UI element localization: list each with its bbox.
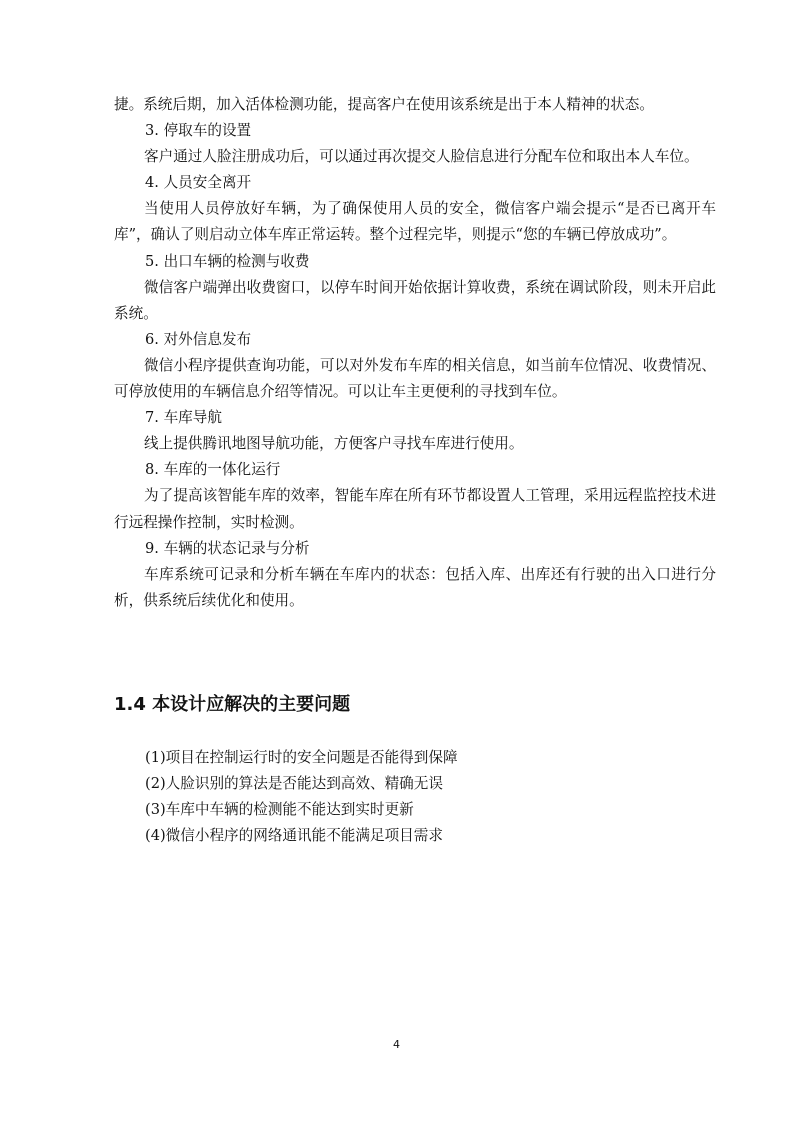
item-heading-exit-billing: 5. 出口车辆的检测与收费 [145, 252, 310, 270]
section-heading: 1.4 本设计应解决的主要问题 [114, 694, 351, 715]
item-text-navigation: 线上提供腾讯地图导航功能，方便客户寻找车库进行使用。 [144, 435, 524, 453]
list-item: (3)车库中车辆的检测能不能达到实时更新 [145, 801, 414, 818]
item-text-exit-billing: 微信客户端弹出收费窗口，以停车时间开始依据计算收费，系统在调试阶段，则未开启此系统。 [114, 278, 716, 322]
item-text-parking-setup: 客户通过人脸注册成功后，可以通过再次提交人脸信息进行分配车位和取出本人车位。 [144, 148, 699, 166]
item-text-status-record: 车库系统可记录和分析车辆在车库内的状态：包括入库、出库还有行驶的出入口进行分析，供系统后续优化和使用。 [114, 565, 716, 609]
paragraph-continuation: 捷。系统后期，加入活体检测功能，提高客户在使用该系统是出于本人精神的状态。 [114, 96, 654, 113]
list-item: (4)微信小程序的网络通讯能不能满足项目需求 [145, 827, 443, 844]
item-text-safe-exit: 当使用人员停放好车辆，为了确保使用人员的安全，微信客户端会提示“是否已离开车库”，确认了则启动立体车库正常运转。整个过程完毕，则提示“您的车辆已停放成功”。 [114, 200, 716, 244]
item-heading-parking-setup: 3. 停取车的设置 [145, 122, 252, 140]
item-heading-info-release: 6. 对外信息发布 [145, 330, 252, 348]
item-text-info-release: 微信小程序提供查询功能，可以对外发布车库的相关信息，如当前车位情况、收费情况、可停放使用的车辆信息介绍等情况。可以让车主更便利的寻找到车位。 [114, 356, 716, 401]
item-heading-status-record: 9. 车辆的状态记录与分析 [145, 539, 310, 557]
item-text-integrated-operation: 为了提高该智能车库的效率，智能车库在所有环节都设置人工管理，采用远程监控技术进行远程操作控制，实时检测。 [114, 487, 716, 531]
item-heading-navigation: 7. 车库导航 [145, 409, 222, 427]
problem-list [145, 745, 458, 849]
list-item: (1)项目在控制运行时的安全问题是否能得到保障 [145, 749, 458, 766]
body-text [114, 92, 716, 614]
page-number: 4 [393, 1038, 400, 1051]
list-item: (2)人脸识别的算法是否能达到高效、精确无误 [145, 775, 443, 792]
item-heading-integrated-operation: 8. 车库的一体化运行 [145, 461, 281, 479]
item-heading-safe-exit: 4. 人员安全离开 [145, 174, 252, 192]
